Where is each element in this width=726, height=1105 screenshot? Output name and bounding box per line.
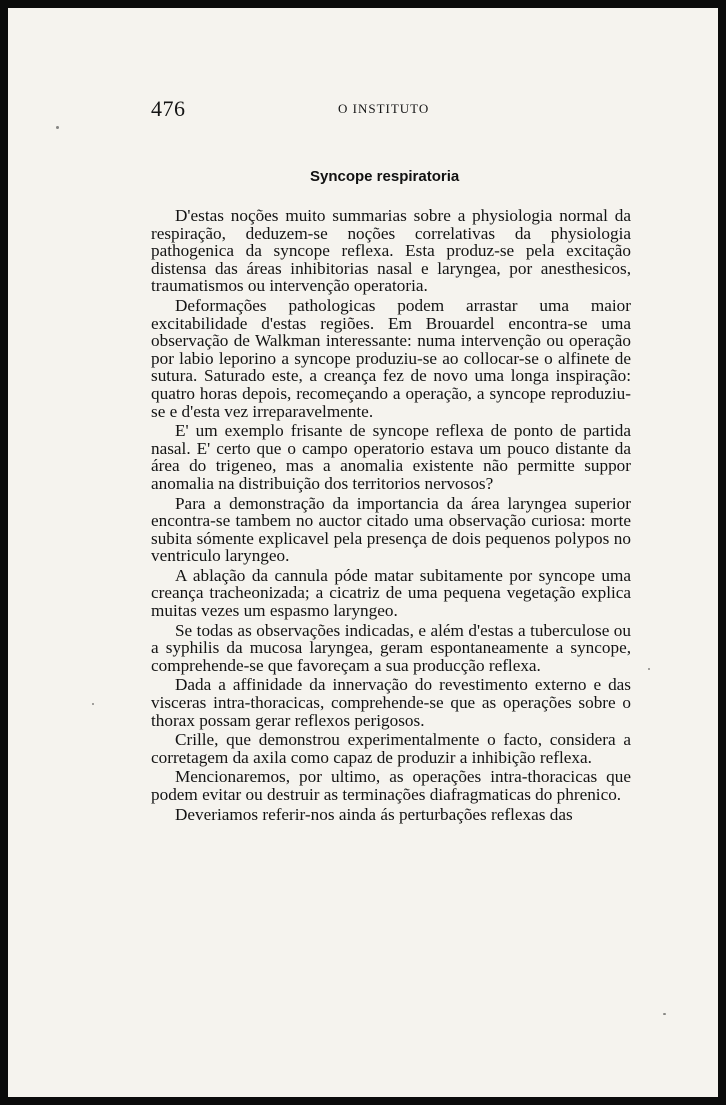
paragraph: E' um exemplo frisante de syncope reflexa de ponto de partida nasal. E' certo que o campo operatorio estava um pouco distante da área do trigeneo, mas a anomalia existente não permitte suppor anomalia na distribuição dos territorios nervosos? <box>151 421 631 493</box>
paragraph: Se todas as observações indicadas, e além d'estas a tuberculose ou a syphilis da mucosa laryngea, geram espontaneamente a syncope, comprehende-se que favoreçam a sua producção reflexa. <box>151 620 631 675</box>
scanned-page <box>8 8 718 1097</box>
scan-speck <box>648 668 650 670</box>
paragraph: Dada a affinidade da innervação do revestimento externo e das visceras intra-thoracicas, comprehende-se que as operações sobre o thorax possam gerar reflexos perigosos. <box>151 675 631 730</box>
paragraph: A ablação da cannula póde matar subitamente por syncope uma creança tracheonizada; a cicatriz de uma pequena vegetação explica muitas vezes um espasmo laryngeo. <box>151 565 631 621</box>
scan-speck <box>92 703 94 705</box>
paragraph: Deveriamos referir-nos ainda ás perturbações reflexas das <box>175 804 573 824</box>
paragraph: Deformações pathologicas podem arrastar uma maior excitabilidade d'estas regiões. Em Brouardel encontra-se uma observação de Walkman interessante: numa intervenção ou operação por labio leporino a syncope produziu-se ao collocar-se o alfinete de sutura. Saturado este, a creança fez de novo uma longa inspiração: quatro horas depois, recomeçando a operação, a syncope reproduziu-se e d'esta vez irreparavelmente. <box>151 295 631 421</box>
body-text <box>151 207 631 823</box>
section-heading: Syncope respiratoria <box>310 168 460 185</box>
running-head: O INSTITUTO <box>338 101 430 116</box>
paragraph: D'estas noções muito summarias sobre a physiologia normal da respiração, deduzem-se noções correlativas da physiologia pathogenica da syncope reflexa. Esta produz-se pela excitação distensa das áreas inhibitorias nasal e laryngea, por anesthesicos, traumatismos ou intervenção operatoria. <box>151 206 631 296</box>
paragraph: Crille, que demonstrou experimentalmente o facto, considera a corretagem da axila como capaz de produzir a inhibição reflexa. <box>151 730 631 767</box>
page-number: 476 <box>151 96 186 121</box>
scan-speck <box>663 1013 666 1015</box>
paragraph: Mencionaremos, por ultimo, as operações intra-thoracicas que podem evitar ou destruir as terminações diafragmaticas do phrenico. <box>151 767 631 804</box>
scan-speck <box>56 126 59 129</box>
paragraph: Para a demonstração da importancia da área laryngea superior encontra-se tambem no auctor citado uma observação curiosa: morte subita sómente explicavel pela presença de dois pequenos polypos no ventriculo laryngeo. <box>151 493 631 566</box>
